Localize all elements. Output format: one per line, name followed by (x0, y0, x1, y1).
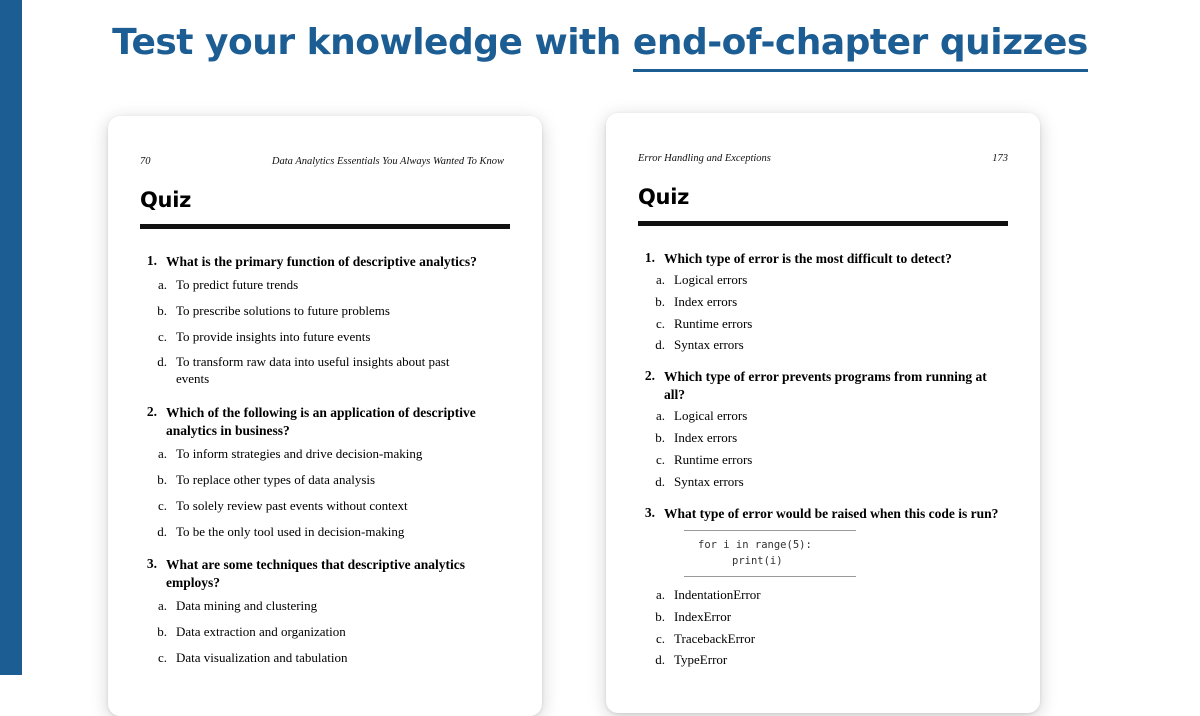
option-letter: d. (655, 337, 665, 353)
option-text: Runtime errors (674, 315, 753, 331)
folio-number: 173 (992, 153, 1008, 164)
running-head-left (140, 156, 510, 170)
question-number: 3. (644, 504, 655, 520)
option-text: Syntax errors (674, 337, 744, 353)
quiz-heading: Quiz (140, 188, 192, 212)
option-text: To prescribe solutions to future problems (176, 302, 390, 318)
quiz-heading: Quiz (638, 185, 690, 209)
option-text: Index errors (674, 429, 738, 445)
option-text: To predict future trends (176, 276, 299, 292)
option-letter: d. (157, 354, 167, 370)
list-item (638, 609, 1008, 626)
list-item (638, 474, 1008, 491)
option-text: To inform strategies and drive decision-making (176, 445, 423, 461)
option-text: Runtime errors (674, 451, 753, 467)
option-letter: b. (157, 623, 167, 639)
option-text: Logical errors (674, 271, 748, 287)
question-row (638, 368, 1008, 404)
option-letter: d. (655, 652, 665, 668)
option-letter: b. (655, 293, 665, 309)
question-text: What type of error would be raised when this code is run? (664, 505, 999, 521)
option-letter: c. (157, 497, 167, 513)
question-row (140, 556, 510, 592)
list-item (140, 472, 510, 489)
code-line: print(i) (732, 554, 783, 567)
list-item (638, 587, 1008, 604)
list-item (638, 316, 1008, 333)
option-text: IndexError (674, 608, 732, 624)
question-number: 3. (146, 556, 157, 572)
running-head-right (638, 153, 1008, 167)
option-letter: a. (655, 408, 665, 423)
book-page-left (108, 116, 542, 716)
list-item (140, 329, 510, 346)
question-number: 2. (644, 368, 655, 384)
option-text: To provide insights into future events (176, 328, 371, 344)
option-letter: c. (655, 630, 665, 646)
question-number: 1. (146, 253, 157, 268)
option-letter: a. (157, 276, 167, 292)
option-letter: c. (157, 649, 167, 665)
option-letter: d. (157, 523, 167, 539)
list-item (638, 337, 1008, 354)
list-item (140, 524, 510, 541)
question-text: What are some techniques that descriptive analytics employs? (166, 557, 465, 591)
option-letter: b. (655, 429, 665, 445)
list-item (638, 430, 1008, 447)
list-item (140, 446, 510, 463)
option-text: Data mining and clustering (176, 598, 318, 614)
question-text: Which type of error is the most difficult to detect? (664, 251, 952, 266)
option-list (140, 277, 510, 388)
list-item (140, 598, 510, 615)
option-letter: b. (157, 471, 167, 487)
page-title-plain: Test your knowledge with (112, 22, 633, 63)
option-letter: d. (655, 473, 665, 489)
option-list (140, 446, 510, 541)
option-text: TypeError (674, 652, 728, 668)
option-list (140, 598, 510, 667)
option-letter: a. (655, 271, 665, 287)
question-text: Which of the following is an application of descriptive analytics in business? (166, 405, 476, 439)
option-text: To be the only tool used in decision-making (176, 523, 405, 539)
option-letter: b. (655, 608, 665, 624)
book-page-right (606, 113, 1040, 713)
option-text: IndentationError (674, 586, 761, 602)
question-number: 2. (146, 404, 157, 420)
option-text: Syntax errors (674, 473, 744, 489)
list-item (638, 652, 1008, 669)
question-row (638, 505, 1008, 523)
option-text: TracebackError (674, 630, 756, 646)
option-text: Data extraction and organization (176, 623, 346, 639)
page-title-underlined: end-of-chapter quizzes (633, 22, 1088, 72)
heading-rule (638, 221, 1008, 226)
list-item (638, 408, 1008, 425)
running-title: Data Analytics Essentials You Always Wanted To Know (271, 156, 504, 167)
option-letter: a. (655, 586, 665, 602)
heading-rule (140, 224, 510, 229)
option-text: Logical errors (674, 408, 748, 423)
question-number: 1. (644, 250, 655, 265)
option-text: To solely review past events without context (176, 497, 408, 513)
list-item (638, 294, 1008, 311)
list-item (140, 650, 510, 667)
question-row (140, 253, 510, 271)
folio-number: 70 (140, 156, 151, 167)
option-list (638, 408, 1008, 491)
option-letter: c. (655, 315, 665, 331)
question-text: Which type of error prevents programs from running at all? (664, 369, 987, 403)
option-list (638, 587, 1008, 670)
option-text: To transform raw data into useful insights about past events (176, 354, 450, 387)
option-text: Data visualization and tabulation (176, 649, 348, 665)
option-list (638, 272, 1008, 355)
code-line: for i in range(5): (698, 539, 812, 552)
list-item (638, 631, 1008, 648)
running-title: Error Handling and Exceptions (638, 153, 771, 164)
question-row (140, 404, 510, 440)
question-text: What is the primary function of descriptive analytics? (166, 254, 477, 269)
list-item (638, 452, 1008, 469)
option-letter: b. (157, 302, 167, 318)
list-item (140, 498, 510, 515)
list-item (140, 303, 510, 320)
option-letter: a. (157, 598, 167, 614)
list-item (140, 624, 510, 641)
page-title (0, 22, 1200, 63)
accent-sidebar-stripe (0, 0, 22, 675)
list-item (638, 272, 1008, 289)
list-item (140, 354, 510, 388)
option-letter: c. (157, 328, 167, 344)
option-text: Index errors (674, 293, 738, 309)
option-text: To replace other types of data analysis (176, 471, 376, 487)
option-letter: a. (157, 445, 167, 461)
option-letter: c. (655, 451, 665, 467)
question-row (638, 250, 1008, 268)
list-item (140, 277, 510, 294)
code-snippet (684, 530, 856, 576)
